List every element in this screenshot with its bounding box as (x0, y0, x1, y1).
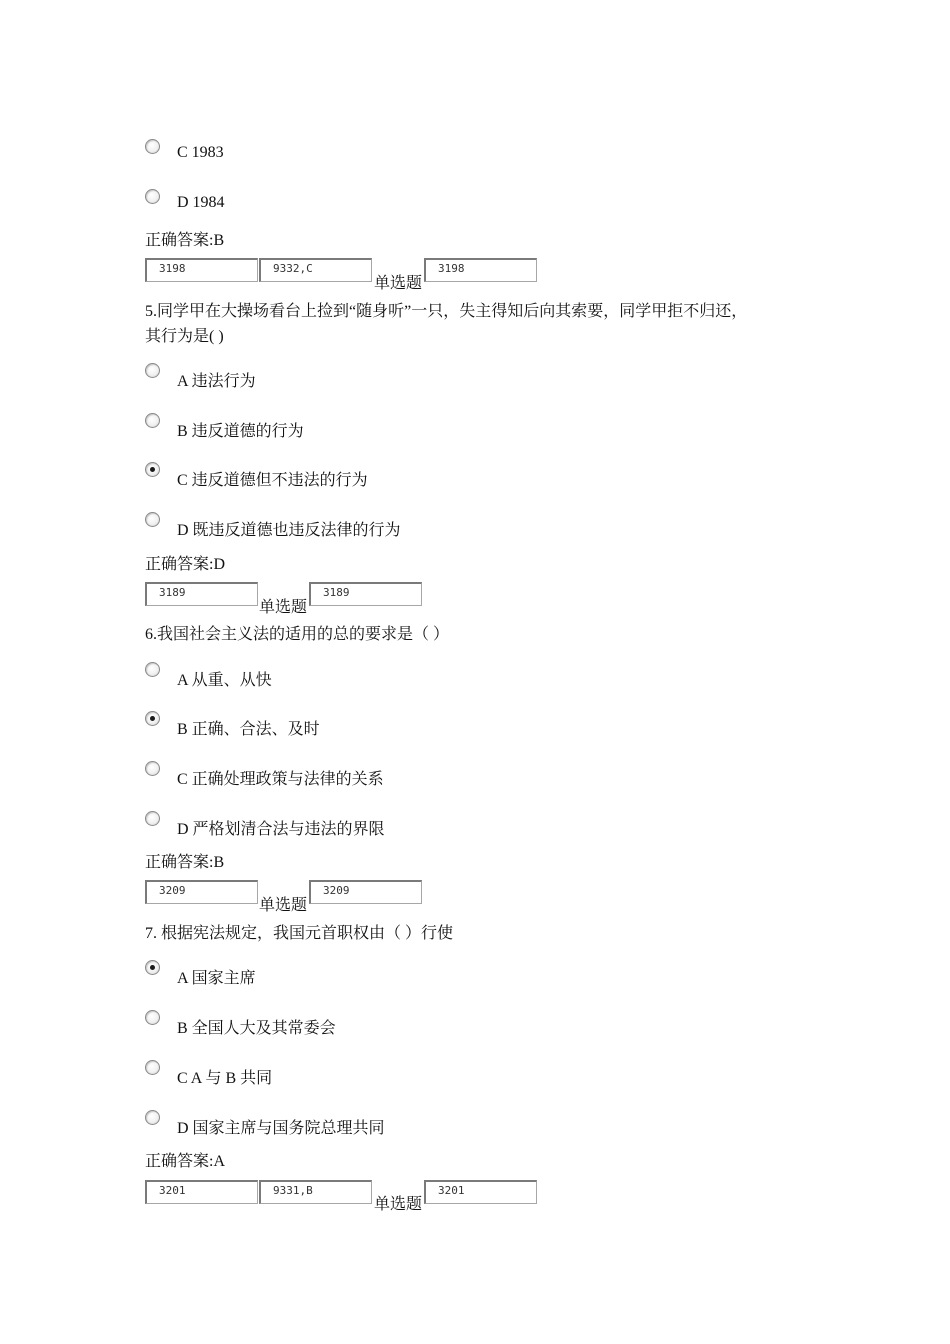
id-field[interactable]: 3198 (145, 258, 258, 282)
option-label: D 既违反道德也违反法律的行为 (177, 522, 401, 539)
radio-button[interactable] (145, 811, 160, 826)
radio-button[interactable] (145, 512, 160, 527)
correct-answer: 正确答案:A (145, 1153, 226, 1170)
question-text (145, 299, 805, 349)
id-field[interactable]: 3189 (309, 582, 422, 606)
option-label: D 1984 (177, 194, 225, 211)
radio-button-selected[interactable] (145, 711, 160, 726)
id-field[interactable]: 3189 (145, 582, 258, 606)
answer-code-field[interactable]: 9331,B (259, 1180, 372, 1204)
question-text-line: 其行为是( ) (145, 328, 224, 345)
option-label: A 违法行为 (177, 373, 256, 390)
question-text-line: 5.同学甲在大操场看台上捡到“随身听”一只，失主得知后向其索要，同学甲拒不归还， (145, 303, 748, 320)
option-label: D 严格划清合法与违法的界限 (177, 821, 385, 838)
option-label: C 违反道德但不违法的行为 (177, 472, 368, 489)
radio-button[interactable] (145, 139, 160, 154)
option-label: D 国家主席与国务院总理共同 (177, 1120, 385, 1137)
id-field[interactable]: 3209 (145, 880, 258, 904)
radio-button[interactable] (145, 413, 160, 428)
id-field[interactable]: 3201 (145, 1180, 258, 1204)
radio-button-selected[interactable] (145, 960, 160, 975)
radio-button[interactable] (145, 1110, 160, 1125)
id-field[interactable]: 3209 (309, 880, 422, 904)
option-label: B 全国人大及其常委会 (177, 1020, 336, 1037)
correct-answer: 正确答案:D (145, 556, 226, 573)
option-label: C A 与 B 共同 (177, 1070, 273, 1087)
id-field[interactable]: 3201 (424, 1180, 537, 1204)
radio-button[interactable] (145, 363, 160, 378)
answer-code-field[interactable]: 9332,C (259, 258, 372, 282)
option-label: B 正确、合法、及时 (177, 721, 320, 738)
question-type: 单选题 (259, 599, 308, 616)
option-label: C 正确处理政策与法律的关系 (177, 771, 384, 788)
question-text: 6.我国社会主义法的适用的总的要求是（ ） (145, 626, 450, 643)
correct-answer: 正确答案:B (145, 232, 225, 249)
radio-button[interactable] (145, 662, 160, 677)
radio-button[interactable] (145, 1010, 160, 1025)
option-label: C 1983 (177, 144, 224, 161)
option-label: A 从重、从快 (177, 672, 272, 689)
question-type: 单选题 (259, 897, 308, 914)
radio-button[interactable] (145, 189, 160, 204)
option-label: B 违反道德的行为 (177, 423, 304, 440)
question-type: 单选题 (374, 275, 423, 292)
radio-button[interactable] (145, 1060, 160, 1075)
radio-button-selected[interactable] (145, 462, 160, 477)
option-label: A 国家主席 (177, 970, 256, 987)
id-field[interactable]: 3198 (424, 258, 537, 282)
radio-button[interactable] (145, 761, 160, 776)
correct-answer: 正确答案:B (145, 854, 225, 871)
question-type: 单选题 (374, 1196, 423, 1213)
question-text: 7. 根据宪法规定，我国元首职权由（ ）行使 (145, 925, 454, 942)
